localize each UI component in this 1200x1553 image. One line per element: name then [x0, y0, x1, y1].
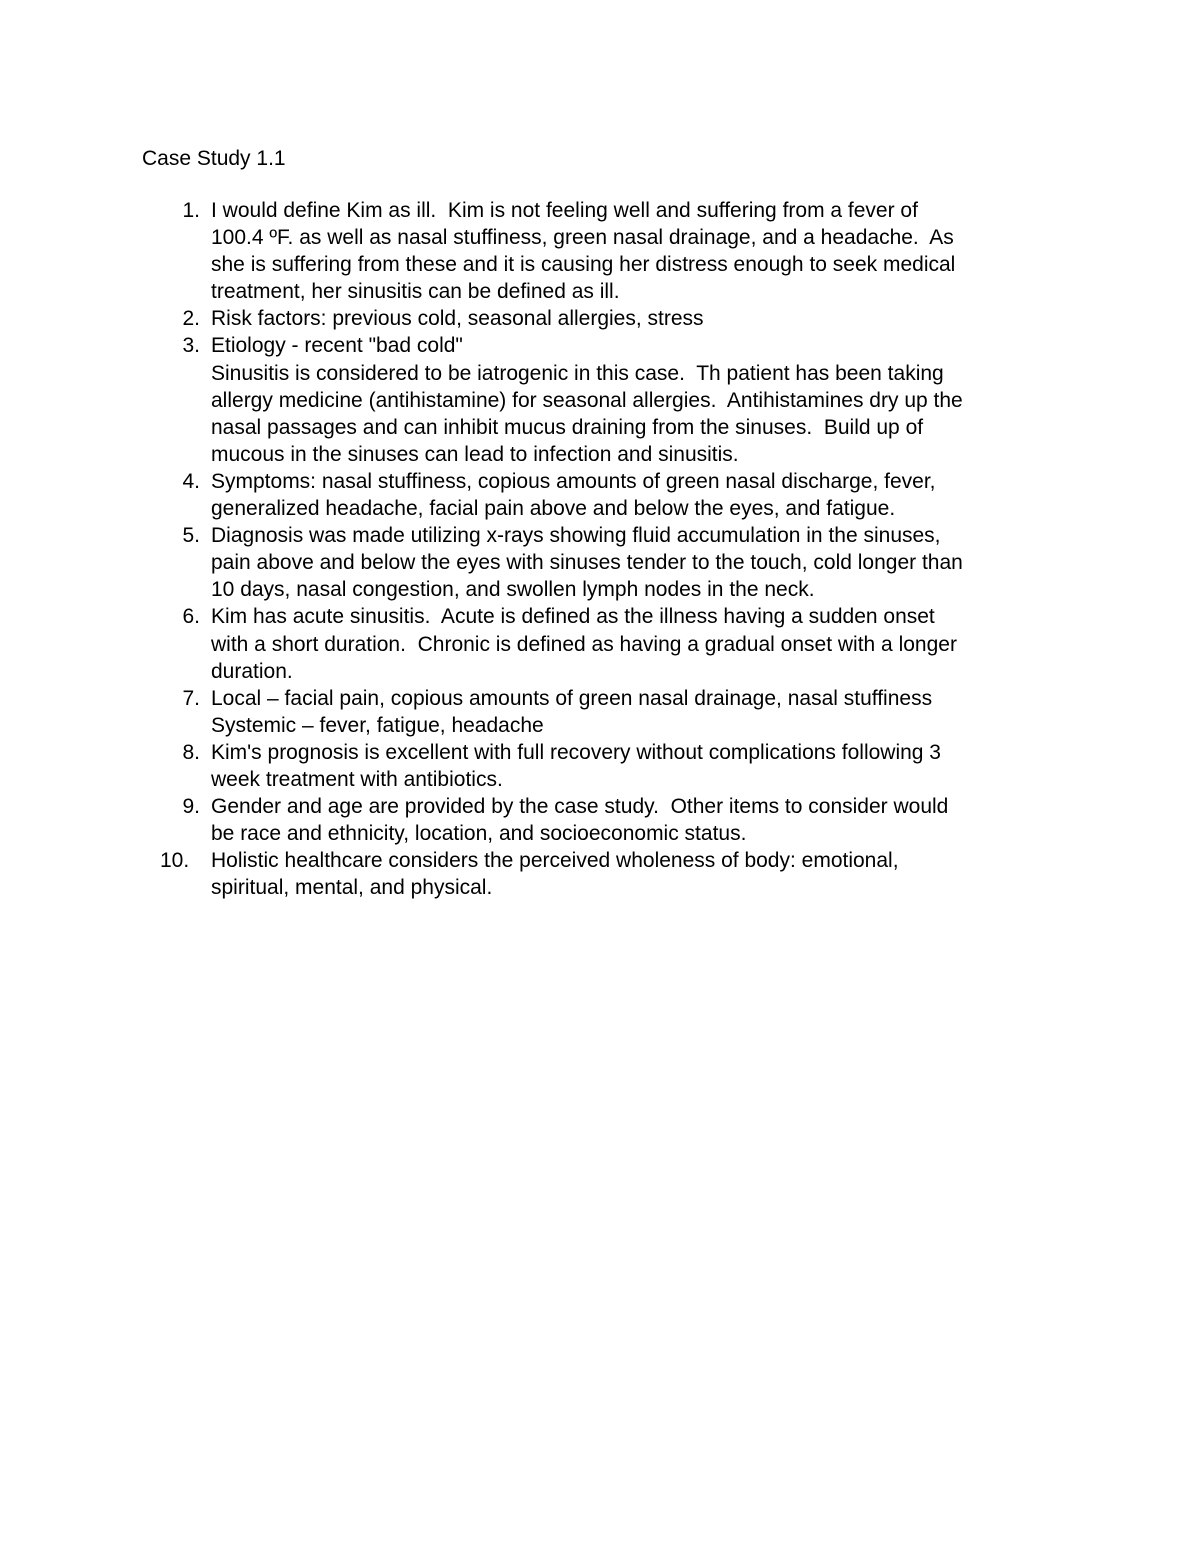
- item-text-line: I would define Kim as ill. Kim is not feeling well and suffering from a fever of: [211, 199, 918, 222]
- item-text-line: spiritual, mental, and physical.: [211, 876, 493, 900]
- list-item: [142, 793, 1092, 847]
- item-number: 7.: [182, 686, 200, 710]
- item-text-line: Symptoms: nasal stuffiness, copious amounts of green nasal discharge, fever,: [211, 469, 936, 493]
- item-number: 10.: [160, 849, 190, 873]
- list-item: [142, 197, 1092, 305]
- item-text-line: Kim's prognosis is excellent with full recovery without complications following 3: [211, 740, 941, 764]
- item-number: 6.: [182, 605, 200, 629]
- item-text-line: nasal passages and can inhibit mucus draining from the sinuses. Build up of: [211, 415, 924, 439]
- item-text-line: generalized headache, facial pain above and below the eyes, and fatigue.: [211, 497, 896, 521]
- list-item: [142, 603, 1092, 684]
- item-text-line: duration.: [211, 659, 293, 683]
- list-item: [142, 332, 1092, 467]
- item-text-line: Local – facial pain, copious amounts of green nasal drainage, nasal stuffiness: [211, 686, 933, 710]
- item-text-line: Risk factors: previous cold, seasonal allergies, stress: [211, 307, 704, 331]
- item-text-line: Etiology - recent "bad cold": [211, 334, 463, 358]
- item-number: 8.: [182, 740, 200, 764]
- answer-list: [142, 197, 1092, 901]
- item-number: 1.: [182, 199, 200, 222]
- list-item: [142, 468, 1092, 522]
- item-number: 2.: [182, 307, 200, 331]
- document-title: Case Study 1.1: [142, 147, 286, 170]
- list-item: [142, 305, 1092, 332]
- list-item: [142, 739, 1092, 793]
- item-text-line: week treatment with antibiotics.: [211, 767, 503, 791]
- item-text-line: with a short duration. Chronic is defined as having a gradual onset with a longer: [211, 632, 957, 656]
- item-text-line: Kim has acute sinusitis. Acute is defined as the illness having a sudden onset: [211, 605, 935, 629]
- item-text-line: be race and ethnicity, location, and socioeconomic status.: [211, 822, 747, 846]
- item-text-line: Systemic – fever, fatigue, headache: [211, 713, 544, 737]
- list-item: [142, 685, 1092, 739]
- item-text-line: 10 days, nasal congestion, and swollen lymph nodes in the neck.: [211, 578, 815, 602]
- item-text-line: 100.4 ºF. as well as nasal stuffiness, green nasal drainage, and a headache. As: [211, 226, 954, 250]
- item-number: 3.: [182, 334, 200, 358]
- item-text-line: Diagnosis was made utilizing x-rays showing fluid accumulation in the sinuses,: [211, 524, 941, 548]
- item-text-line: pain above and below the eyes with sinuses tender to the touch, cold longer than: [211, 551, 963, 575]
- item-number: 5.: [182, 524, 200, 548]
- item-text-line: she is suffering from these and it is causing her distress enough to seek medical: [211, 253, 956, 277]
- item-text-line: Sinusitis is considered to be iatrogenic in this case. Th patient has been taking: [211, 361, 944, 385]
- item-text-line: treatment, her sinusitis can be defined as ill.: [211, 280, 620, 304]
- item-number: 9.: [182, 795, 200, 819]
- list-item: [142, 522, 1092, 603]
- item-text-line: Gender and age are provided by the case study. Other items to consider would: [211, 795, 949, 819]
- item-number: 4.: [182, 469, 200, 493]
- list-item: [142, 847, 1092, 901]
- item-text-line: Holistic healthcare considers the perceived wholeness of body: emotional,: [211, 849, 899, 873]
- item-text-line: allergy medicine (antihistamine) for seasonal allergies. Antihistamines dry up the: [211, 388, 963, 412]
- item-text-line: mucous in the sinuses can lead to infection and sinusitis.: [211, 442, 739, 466]
